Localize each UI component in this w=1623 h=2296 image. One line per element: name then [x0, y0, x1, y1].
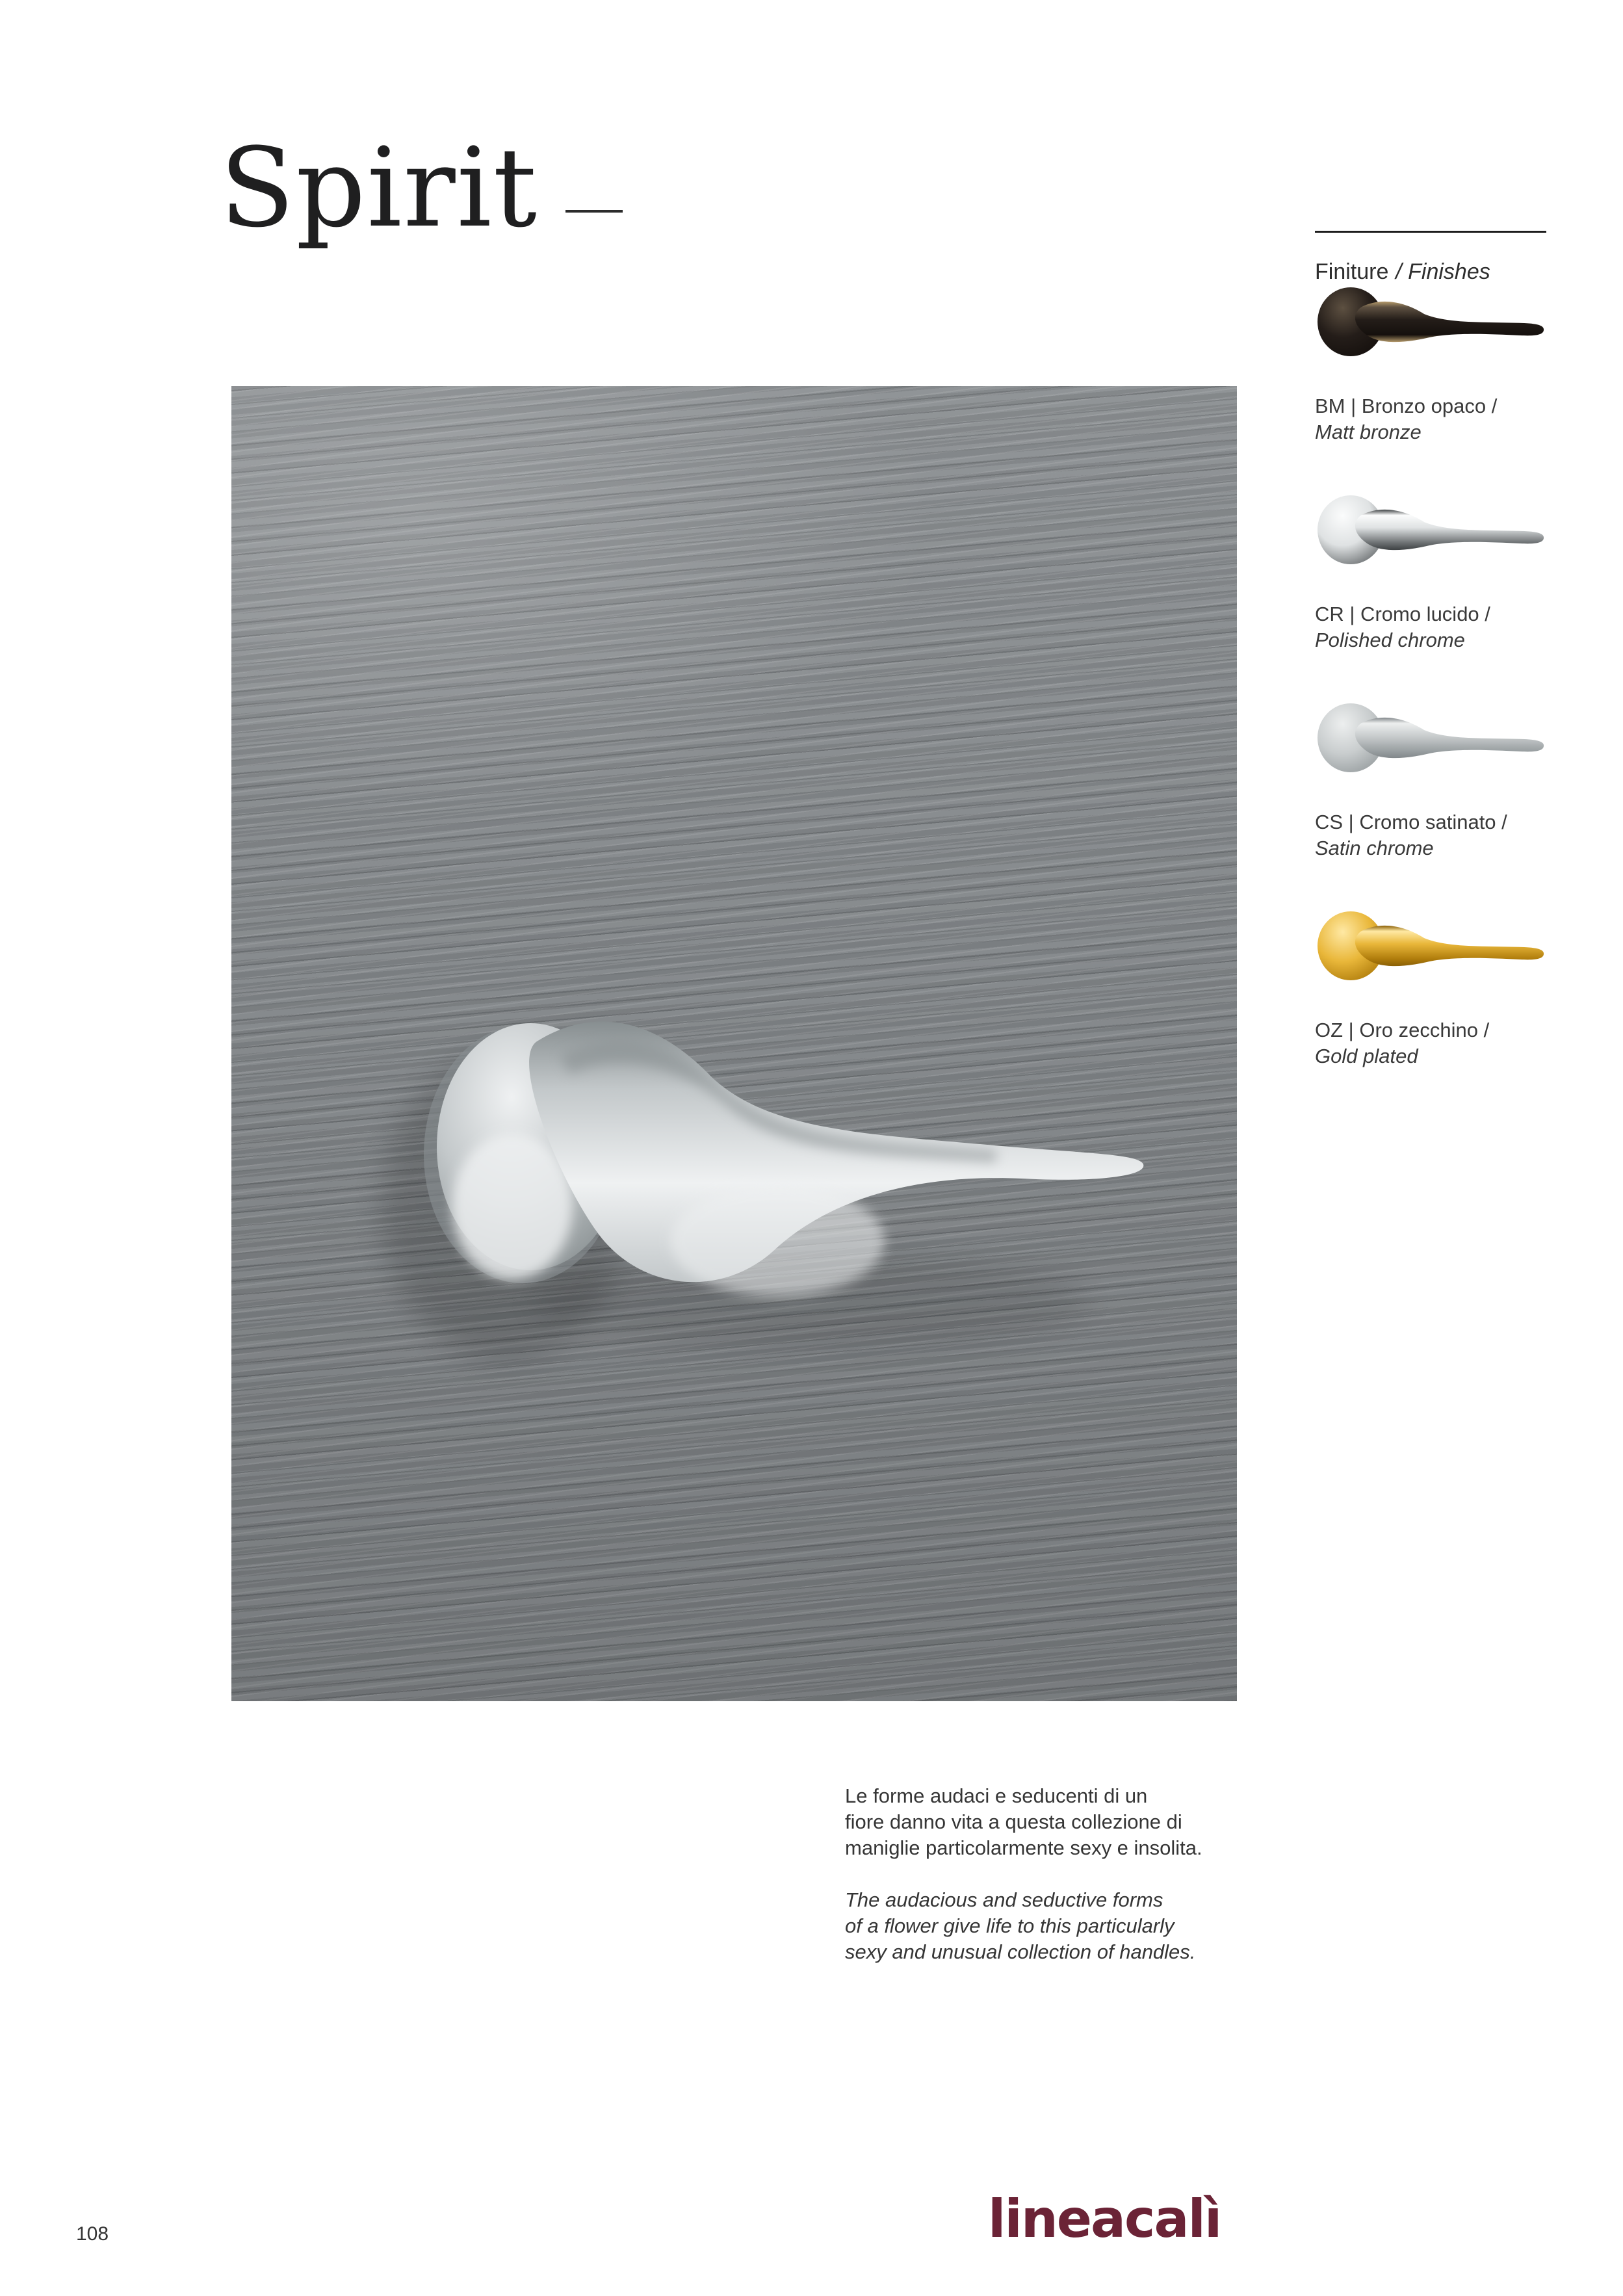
finishes-header: [1315, 259, 1546, 285]
bm-handle-swatch-image: [1315, 285, 1546, 358]
finish-item-cr: [1315, 493, 1546, 653]
cs-handle-swatch-image: [1315, 701, 1546, 774]
hero-handle-illustration: [231, 386, 1237, 1701]
finish-label-primary: CS | Cromo satinato /: [1315, 811, 1507, 833]
finish-item-bm: [1315, 285, 1546, 445]
finish-label-primary: OZ | Oro zecchino /: [1315, 1019, 1490, 1041]
finish-label-primary: CR | Cromo lucido /: [1315, 603, 1490, 625]
finish-label-secondary: Polished chrome: [1315, 629, 1465, 651]
hero-image: [231, 386, 1237, 1701]
description-line: of a flower give life to this particularly: [845, 1914, 1175, 1937]
page-number: 108: [76, 2223, 109, 2245]
description-english: [845, 1887, 1202, 1965]
finish-label-secondary: Satin chrome: [1315, 837, 1434, 859]
description-line: Le forme audaci e seducenti di un: [845, 1784, 1148, 1807]
page-title-row: [220, 124, 623, 252]
cr-handle-swatch-image: [1315, 493, 1546, 566]
finish-item-oz: [1315, 909, 1546, 1069]
oz-handle-swatch-image: [1315, 909, 1546, 982]
description-italian: [845, 1783, 1202, 1861]
finish-label-primary: BM | Bronzo opaco /: [1315, 395, 1498, 417]
title-underline: [565, 210, 623, 213]
finish-label-secondary: Matt bronze: [1315, 421, 1422, 443]
finish-item-cs: [1315, 701, 1546, 861]
page-title: Spirit: [220, 124, 538, 252]
description-line: fiore danno vita a questa collezione di: [845, 1810, 1182, 1833]
finishes-panel: [1315, 231, 1546, 1069]
finishes-divider: [1315, 231, 1546, 233]
brand-logo: lineacalì: [988, 2189, 1221, 2249]
finishes-header-it: Finiture: [1315, 259, 1389, 284]
description-line: maniglie particolarmente sexy e insolita.: [845, 1836, 1202, 1859]
description-line: sexy and unusual collection of handles.: [845, 1940, 1196, 1963]
collection-description: [845, 1783, 1202, 1965]
finishes-header-en: / Finishes: [1396, 259, 1490, 284]
description-line: The audacious and seductive forms: [845, 1888, 1163, 1911]
finish-label-secondary: Gold plated: [1315, 1045, 1418, 1067]
